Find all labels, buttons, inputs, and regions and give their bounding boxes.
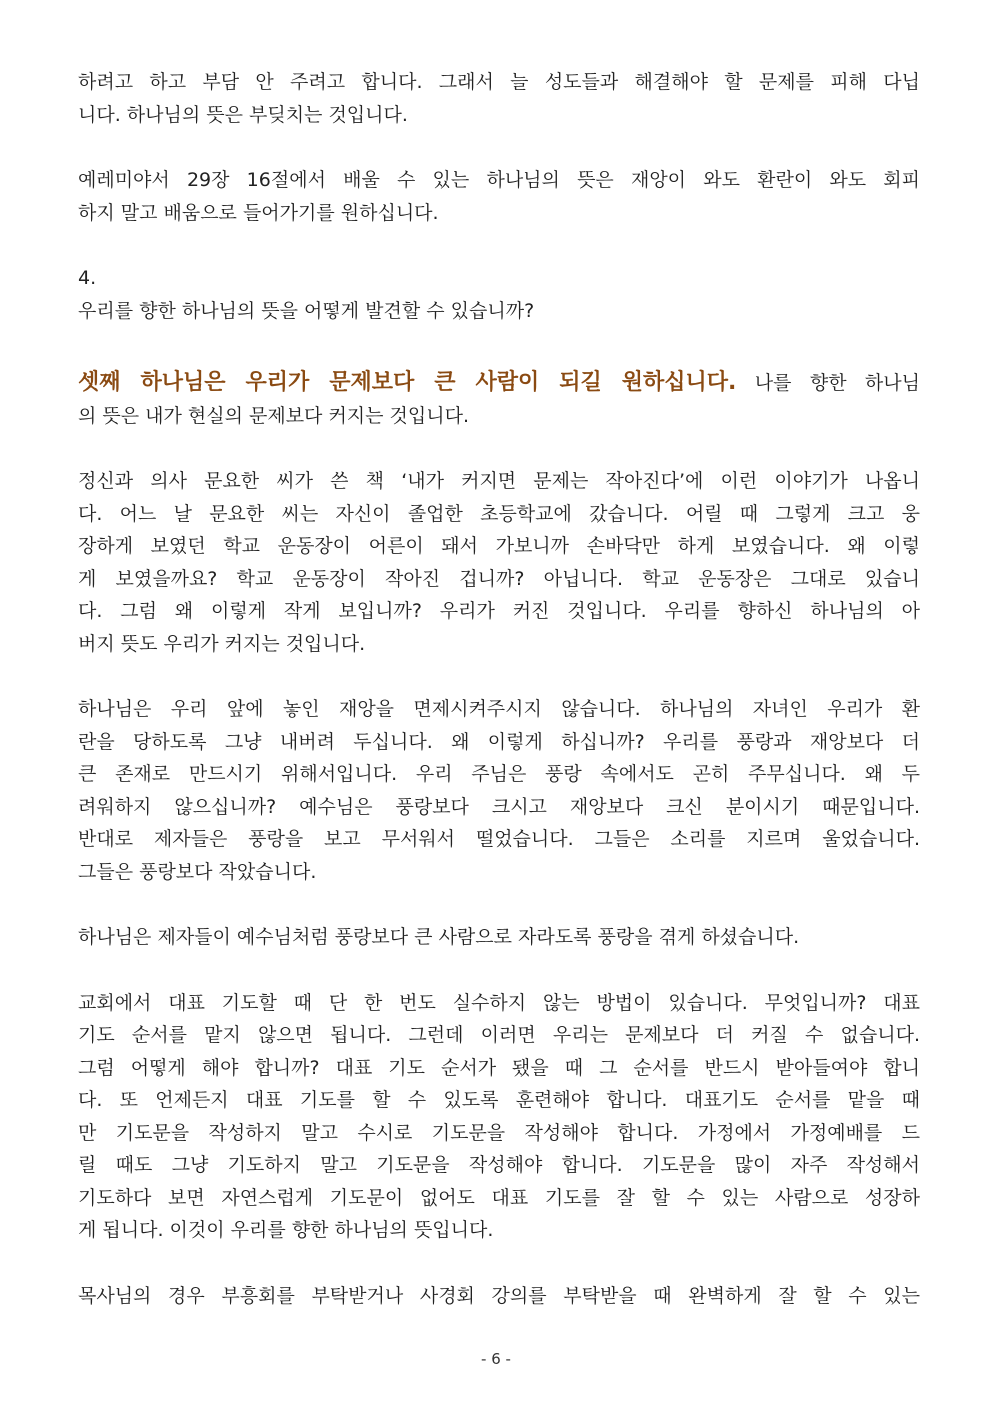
text-line: [78, 367, 920, 400]
heading-rest: 나를 향한 하나님: [736, 372, 920, 394]
text-line: 목사님의 경우 부흥회를 부탁받거나 사경회 강의를 부탁받을 때 완벽하게 잘 할 수 있는: [78, 1284, 920, 1307]
text-line: 그럼 어떻게 해야 합니까? 대표 기도 순서가 됐을 때 그 순서를 반드시 받아들여야 합니: [78, 1056, 920, 1079]
page-number: - 6 -: [481, 1350, 511, 1368]
text-line: 만 기도문을 작성하지 말고 수시로 기도문을 작성해야 합니다. 가정에서 가정예배를 드: [78, 1121, 920, 1144]
text-line: 다. 그럼 왜 이렇게 작게 보입니까? 우리가 커진 것입니다. 우리를 향하신 하나님의 아: [78, 600, 920, 622]
text-line: 릴 때도 그냥 기도하지 말고 기도문을 작성해야 합니다. 기도문을 많이 자주 작성해서: [78, 1154, 920, 1176]
text-line: 예레미야서 29장 16절에서 배울 수 있는 하나님의 뜻은 재앙이 와도 환란이 와도 회피: [78, 169, 920, 191]
text-line: 기도 순서를 맡지 않으면 됩니다. 그런데 이러면 우리는 문제보다 더 커질 수 없습니다.: [78, 1024, 920, 1046]
question-section: [78, 262, 920, 327]
text-line: 하지 말고 배움으로 들어가기를 원하십니다.: [78, 201, 439, 224]
text-line: 하려고 하고 부담 안 주려고 합니다. 그래서 늘 성도들과 해결해야 할 문제를 피해 다닙: [78, 71, 920, 93]
text-line: 교회에서 대표 기도할 때 단 한 번도 실수하지 않는 방법이 있습니다. 무엇입니까? 대표: [78, 991, 920, 1014]
paragraph-disciples: [78, 921, 920, 954]
text-line: 란을 당하도록 그냥 내버려 두십니다. 왜 이렇게 하십니까? 우리를 풍랑과 재앙보다 더: [78, 730, 920, 753]
paragraph-1: [78, 66, 920, 131]
text-line: 기도하다 보면 자연스럽게 기도문이 없어도 대표 기도를 잘 할 수 있는 사람으로 성장하: [78, 1186, 920, 1209]
text-line: 게 보였을까요? 학교 운동장이 작아진 겁니까? 아닙니다. 학교 운동장은 그대로 있습니: [78, 567, 920, 590]
section-number: 4.: [78, 267, 97, 289]
paragraph-prayer: [78, 987, 920, 1247]
paragraph-2: [78, 164, 920, 229]
paragraph-story: [78, 465, 920, 660]
text-line: 다. 또 언제든지 대표 기도를 할 수 있도록 훈련해야 합니다. 대표기도 순서를 맡을 때: [78, 1089, 920, 1111]
text-line: 장하게 보였던 학교 운동장이 어른이 돼서 가보니까 손바닥만 하게 보였습니다. 왜 이렇: [78, 535, 920, 557]
text-line: 의 뜻은 내가 현실의 문제보다 커지는 것입니다.: [78, 404, 470, 427]
document-page: [78, 66, 920, 1312]
text-line: 그들은 풍랑보다 작았습니다.: [78, 860, 317, 883]
text-line: 정신과 의사 문요한 씨가 쓴 책 ‘내가 커지면 문제는 작아진다’에 이런 이야기가 나옵니: [78, 470, 920, 492]
question-line: 우리를 향한 하나님의 뜻을 어떻게 발견할 수 있습니까?: [78, 299, 535, 322]
text-line: 게 됩니다. 이것이 우리를 향한 하나님의 뜻입니다.: [78, 1219, 494, 1241]
text-line: 반대로 제자들은 풍랑을 보고 무서워서 떨었습니다. 그들은 소리를 지르며 울었습니다.: [78, 828, 920, 850]
text-line: 니다. 하나님의 뜻은 부딪치는 것입니다.: [78, 103, 408, 126]
paragraph-storm: [78, 693, 920, 888]
text-line: 려워하지 않으십니까? 예수님은 풍랑보다 크시고 재앙보다 크신 분이시기 때문입니다.: [78, 795, 920, 818]
text-line: 하나님은 제자들이 예수님처럼 풍랑보다 큰 사람으로 자라도록 풍랑을 겪게 하셨습니다.: [78, 926, 800, 948]
text-line: 하나님은 우리 앞에 놓인 재앙을 면제시켜주시지 않습니다. 하나님의 자녀인 우리가 환: [78, 698, 920, 720]
text-line: 다. 어느 날 문요한 씨는 자신이 졸업한 초등학교에 갔습니다. 어릴 때 그렇게 크고 웅: [78, 502, 920, 525]
text-line: 버지 뜻도 우리가 커지는 것입니다.: [78, 632, 366, 655]
section-heading: 셋째 하나님은 우리가 문제보다 큰 사람이 되길 원하십니다.: [78, 370, 737, 395]
heading-paragraph: [78, 367, 920, 432]
paragraph-pastor: [78, 1280, 920, 1313]
text-line: 큰 존재로 만드시기 위해서입니다. 우리 주님은 풍랑 속에서도 곤히 주무십니다. 왜 두: [78, 763, 920, 785]
